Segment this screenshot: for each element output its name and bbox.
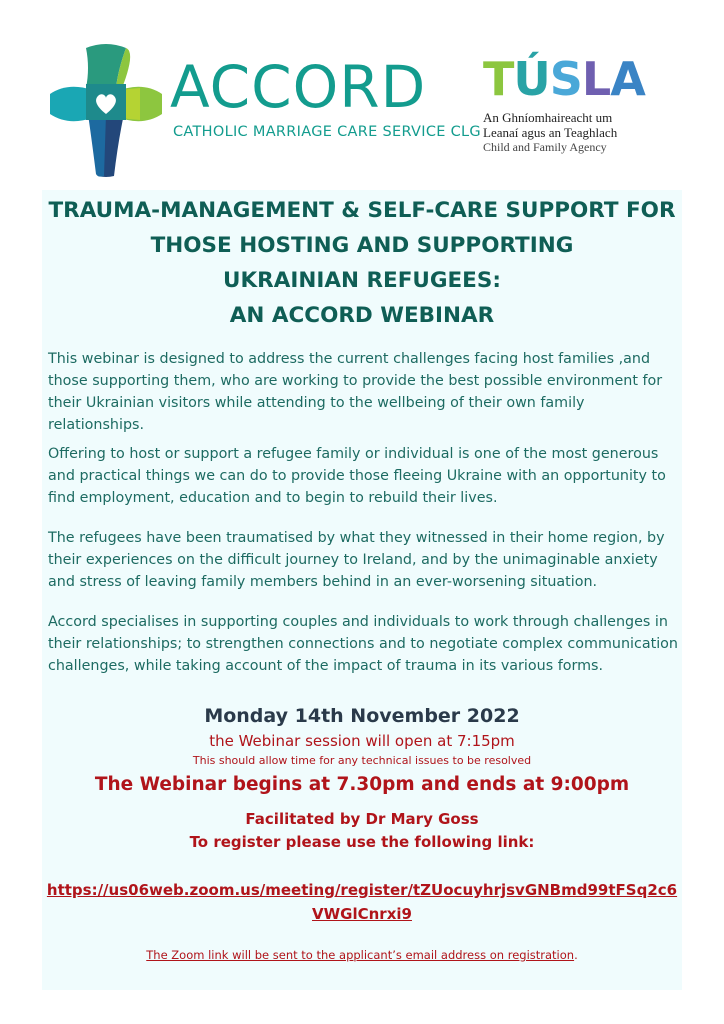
tusla-logo (483, 52, 663, 166)
title-line: UKRAINIAN REFUGEES: (223, 268, 501, 293)
tusla-line-irish-1: An Ghníomhaireacht um (483, 110, 613, 125)
event-date: Monday 14th November 2022 (204, 705, 520, 727)
paragraph-accord: Accord specialises in supporting couples and individuals to work through challenges in their relationships; to strengthen connections and to negotiate complex communication challenges, while taking account of the impact of trauma in its various forms. (48, 614, 678, 674)
header (0, 0, 724, 190)
tusla-letter: T (483, 52, 514, 106)
tusla-wordmark (483, 52, 663, 106)
paragraph-intro: This webinar is designed to address the current challenges facing host families ,and those supporting them, who are working to provide the best possible environment for their Ukrainian visitors while attending to the wellbeing of their own family relationships. (48, 351, 663, 433)
title-line: AN ACCORD WEBINAR (229, 303, 495, 328)
register-instruction: To register please use the following link: (189, 833, 535, 851)
tusla-line-english: Child and Family Agency (483, 140, 607, 154)
session-open-time: the Webinar session will open at 7:15pm (209, 732, 515, 750)
tusla-letter: A (610, 52, 645, 106)
title-line: THOSE HOSTING AND SUPPORTING (150, 233, 574, 258)
paragraph-hosting: Offering to host or support a refugee family or individual is one of the most generous and practical things we can do to provide those fleeing Ukraine with an opportunity to find employment, education and to begin to rebuild their lives. (48, 446, 666, 506)
technical-note: This should allow time for any technical issues to be resolved (192, 754, 532, 767)
paragraph-trauma: The refugees have been traumatised by what they witnessed in their home region, by their experiences on the difficult journey to Ireland, and by the unimaginable anxiety and stress of leaving family members behind in an ever-worsening situation. (48, 530, 665, 590)
content-panel (42, 190, 682, 990)
accord-cross-heart-icon (48, 42, 164, 178)
tusla-line-irish-2: Leanaí agus an Teaghlach (483, 125, 618, 140)
webinar-times: The Webinar begins at 7.30pm and ends at 9:00pm (94, 774, 630, 795)
tusla-letter: Ú (513, 52, 550, 106)
zoom-link-note (42, 948, 682, 962)
facilitator: Facilitated by Dr Mary Goss (245, 810, 479, 828)
accord-name: ACCORD (170, 53, 427, 121)
tusla-letter: L (581, 52, 611, 106)
accord-subtitle: CATHOLIC MARRIAGE CARE SERVICE CLG (173, 124, 481, 140)
title-line: TRAUMA-MANAGEMENT & SELF-CARE SUPPORT FOR (48, 198, 676, 223)
registration-link[interactable]: https://us06web.zoom.us/meeting/register/tZUocuyhrjsvGNBmd99tFSq2c6VWGlCnrxi9 (46, 881, 678, 923)
zoom-note-period: . (574, 948, 578, 962)
webinar-title (42, 190, 682, 333)
tusla-letter: S (549, 52, 582, 106)
zoom-note-text: The Zoom link will be sent to the applicant’s email address on registration (146, 948, 575, 962)
